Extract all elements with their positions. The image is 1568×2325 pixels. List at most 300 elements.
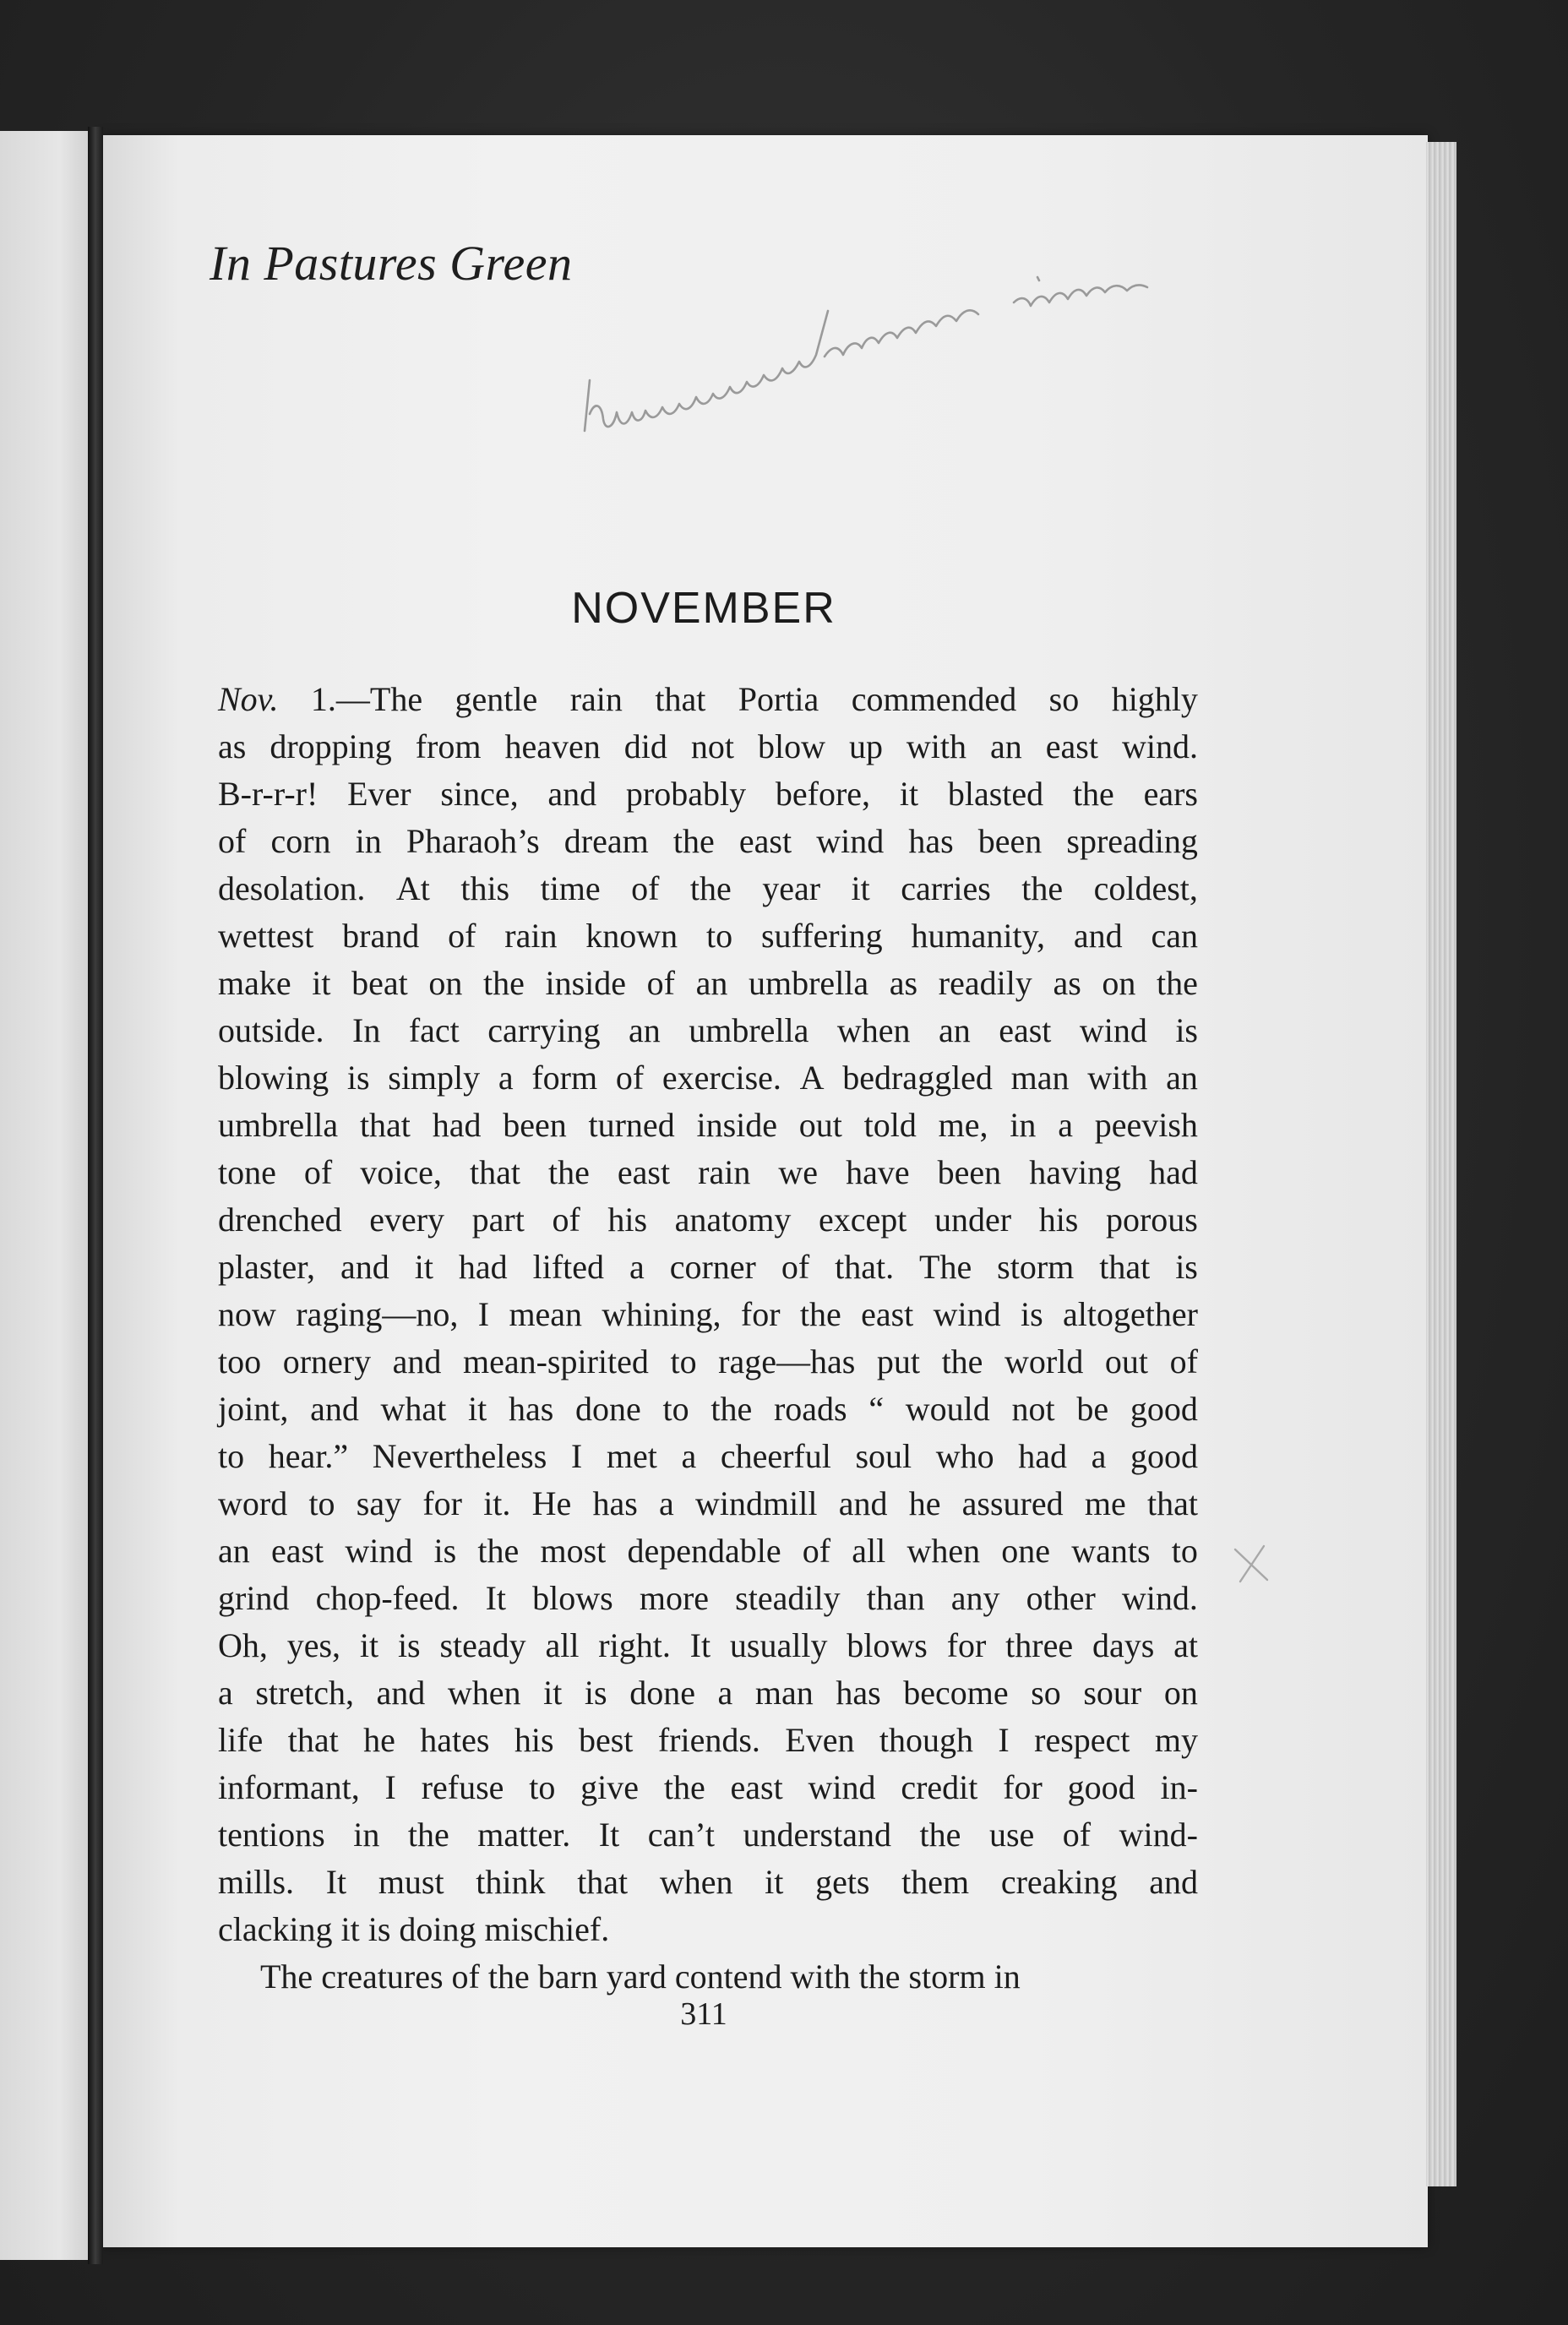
word: has	[908, 822, 954, 860]
word: I	[477, 1295, 490, 1333]
word: 1.—The	[310, 680, 423, 718]
word: man	[754, 1674, 814, 1712]
word: than	[866, 1579, 925, 1617]
word: when	[906, 1532, 981, 1570]
word: the	[919, 1816, 961, 1854]
word: year	[762, 869, 821, 907]
word: and	[376, 1674, 426, 1712]
word: informant,	[218, 1768, 360, 1806]
word: and	[838, 1484, 888, 1522]
word: inside	[545, 964, 627, 1002]
word: Ever	[347, 775, 411, 813]
word: that.	[835, 1248, 895, 1286]
word: B-r-r-r!	[218, 775, 318, 813]
line-text	[218, 1669, 1198, 1717]
word: dependable	[627, 1532, 781, 1570]
margin-x-mark	[1230, 1543, 1272, 1585]
word: who	[935, 1437, 994, 1475]
text-line	[218, 1527, 1198, 1575]
book-gutter	[88, 127, 103, 2264]
line-text	[218, 1764, 1198, 1811]
running-head: In Pastures Green	[210, 236, 573, 291]
word: with	[1087, 1059, 1148, 1097]
word: me	[1084, 1484, 1126, 1522]
word: make	[218, 964, 291, 1002]
word: out	[1104, 1342, 1149, 1380]
word: blow	[757, 727, 825, 765]
word: man	[1010, 1059, 1070, 1097]
word: in-	[1160, 1768, 1198, 1806]
word: whining,	[602, 1295, 721, 1333]
line-text	[218, 1007, 1198, 1054]
word: word	[218, 1484, 288, 1522]
word: more	[639, 1579, 710, 1617]
word: it	[468, 1390, 487, 1428]
word: wettest	[218, 917, 314, 955]
word: umbrella	[689, 1011, 809, 1049]
word: and	[392, 1342, 442, 1380]
word: the	[477, 1532, 520, 1570]
word: It	[485, 1579, 507, 1617]
word: a	[629, 1248, 645, 1286]
word: east	[1045, 727, 1098, 765]
word: beat	[351, 964, 408, 1002]
word: matter.	[477, 1816, 571, 1854]
text-line	[218, 1244, 1198, 1291]
word: in	[1010, 1106, 1037, 1144]
word: that	[359, 1106, 411, 1144]
word: that	[287, 1721, 339, 1759]
line-text	[218, 1433, 1198, 1480]
word: with	[906, 727, 967, 765]
word: the	[482, 964, 525, 1002]
word: heaven	[504, 727, 601, 765]
line-text	[218, 1811, 1198, 1859]
word: a	[659, 1484, 674, 1522]
word: lifted	[532, 1248, 605, 1286]
word: gets	[815, 1863, 870, 1901]
page-block-edge	[1426, 142, 1456, 2186]
text-line	[218, 1007, 1198, 1054]
word: is	[584, 1674, 607, 1712]
line-text	[218, 1622, 1198, 1669]
word: of	[802, 1532, 831, 1570]
word: the	[407, 1816, 449, 1854]
text-line	[218, 1291, 1198, 1338]
line-text	[218, 1102, 1198, 1149]
word: of	[1062, 1816, 1092, 1854]
word: had	[432, 1106, 482, 1144]
word: plaster,	[218, 1248, 316, 1286]
word: the	[672, 822, 715, 860]
word: on	[1102, 964, 1136, 1002]
word: that	[1099, 1248, 1151, 1286]
word: umbrella	[218, 1106, 339, 1144]
word: corner	[669, 1248, 756, 1286]
text-line	[218, 1906, 1198, 1953]
chapter-title: NOVEMBER	[571, 584, 836, 633]
word: the	[689, 869, 732, 907]
line-text	[218, 1859, 1198, 1906]
word: is	[346, 1059, 370, 1097]
word: his	[607, 1201, 648, 1239]
word: friends.	[657, 1721, 760, 1759]
word: every	[369, 1201, 445, 1239]
word: The	[919, 1248, 972, 1286]
word: windmill	[695, 1484, 818, 1522]
word: inside	[696, 1106, 777, 1144]
word: hates	[420, 1721, 490, 1759]
word: the	[663, 1768, 705, 1806]
text-line	[218, 960, 1198, 1007]
word: in	[355, 822, 382, 860]
word: east	[999, 1011, 1052, 1049]
word: good	[1130, 1437, 1198, 1475]
word: so	[1048, 680, 1080, 718]
word: altogether	[1062, 1295, 1198, 1333]
word: a	[218, 1674, 233, 1712]
word: told	[863, 1106, 917, 1144]
word: what	[380, 1390, 447, 1428]
word: too	[218, 1342, 262, 1380]
word: to	[529, 1768, 556, 1806]
word: an	[990, 727, 1022, 765]
word: He	[531, 1484, 572, 1522]
word: Pharaoh’s	[406, 822, 540, 860]
word: is	[1020, 1295, 1043, 1333]
word: though	[879, 1721, 974, 1759]
word: ears	[1143, 775, 1198, 813]
text-line	[218, 1196, 1198, 1244]
word: assured	[961, 1484, 1064, 1522]
word: an	[695, 964, 728, 1002]
word: Nov.	[218, 680, 279, 718]
word: to	[670, 1342, 697, 1380]
word: of	[615, 1059, 645, 1097]
word: in	[353, 1816, 380, 1854]
word: simply	[388, 1059, 481, 1097]
word: chop-feed.	[315, 1579, 460, 1617]
word: outside.	[218, 1011, 324, 1049]
word: the	[1021, 869, 1064, 907]
word: for	[946, 1626, 987, 1664]
word: been	[503, 1106, 567, 1144]
word: had	[1018, 1437, 1068, 1475]
word: is	[433, 1532, 457, 1570]
word: when	[447, 1674, 521, 1712]
word: voice,	[360, 1153, 442, 1191]
word: blasted	[947, 775, 1044, 813]
word: it	[312, 964, 331, 1002]
handwritten-annotation	[574, 262, 1157, 456]
line-text	[218, 960, 1198, 1007]
word: had	[458, 1248, 508, 1286]
word: wind	[808, 1768, 876, 1806]
word: part	[471, 1201, 525, 1239]
word: not	[1011, 1390, 1055, 1428]
word: best	[578, 1721, 634, 1759]
word: mean	[509, 1295, 583, 1333]
word: wind-	[1119, 1816, 1198, 1854]
text-line	[218, 1386, 1198, 1433]
word: the	[799, 1295, 841, 1333]
word: A	[799, 1059, 825, 1097]
word: gentle	[455, 680, 538, 718]
word: respect	[1034, 1721, 1130, 1759]
word: east	[730, 1768, 783, 1806]
line-text	[218, 676, 1198, 723]
word: mean-spirited	[462, 1342, 649, 1380]
word: carries	[901, 869, 991, 907]
word: put	[876, 1342, 920, 1380]
word: a	[681, 1437, 697, 1475]
line-text	[218, 1054, 1198, 1102]
word: that	[1146, 1484, 1198, 1522]
word: the	[1072, 775, 1114, 813]
word: mills.	[218, 1863, 295, 1901]
word: a	[717, 1674, 733, 1712]
line-text	[218, 1196, 1198, 1244]
word: of	[552, 1201, 580, 1239]
text-line	[218, 723, 1198, 770]
word: turned	[588, 1106, 675, 1144]
word: Portia	[738, 680, 819, 718]
word: blowing	[218, 1059, 329, 1097]
word: time	[540, 869, 601, 907]
word: become	[903, 1674, 1009, 1712]
word: and	[340, 1248, 389, 1286]
line-text	[218, 1244, 1198, 1291]
word: humanity,	[911, 917, 1045, 955]
word: commended	[851, 680, 1017, 718]
word: desolation.	[218, 869, 366, 907]
word: it	[359, 1626, 379, 1664]
word: storm	[997, 1248, 1075, 1286]
word: wants	[1071, 1532, 1151, 1570]
word: understand	[743, 1816, 891, 1854]
word: has	[508, 1390, 554, 1428]
word: done	[629, 1674, 695, 1712]
word: it	[414, 1248, 433, 1286]
text-line	[218, 1338, 1198, 1386]
text-line	[218, 818, 1198, 865]
word: my	[1154, 1721, 1198, 1759]
word: and	[1149, 1863, 1198, 1901]
word: wind	[1079, 1011, 1147, 1049]
word: at	[1173, 1626, 1198, 1664]
word: an	[1166, 1059, 1198, 1097]
word: of	[631, 869, 660, 907]
word: them	[901, 1863, 970, 1901]
word: brand	[342, 917, 420, 955]
word: must	[378, 1863, 444, 1901]
word: this	[460, 869, 510, 907]
word: been	[937, 1153, 1002, 1191]
word: to	[1171, 1532, 1198, 1570]
word: spreading	[1066, 822, 1198, 860]
word: his	[1038, 1201, 1079, 1239]
word: credit	[901, 1768, 978, 1806]
word: all	[852, 1532, 886, 1570]
word: a	[1058, 1106, 1073, 1144]
word: as	[218, 727, 247, 765]
word: fact	[408, 1011, 460, 1049]
page-number: 311	[680, 1996, 727, 2032]
word: a	[1091, 1437, 1107, 1475]
word: readily	[938, 964, 1032, 1002]
line-text	[218, 865, 1198, 912]
word: be	[1076, 1390, 1109, 1428]
word: did	[623, 727, 667, 765]
word: exercise.	[662, 1059, 781, 1097]
word: wind	[933, 1295, 1001, 1333]
word: At	[395, 869, 430, 907]
word: anatomy	[674, 1201, 792, 1239]
word: is	[1175, 1011, 1198, 1049]
word: have	[846, 1153, 910, 1191]
line-text	[218, 1527, 1198, 1575]
text-line	[218, 1764, 1198, 1811]
word: porous	[1105, 1201, 1198, 1239]
word: of	[646, 964, 675, 1002]
text-line	[218, 770, 1198, 818]
word: grind	[218, 1579, 290, 1617]
word: roads	[773, 1390, 847, 1428]
word: an	[218, 1532, 250, 1570]
word: east	[738, 822, 792, 860]
word: me,	[938, 1106, 988, 1144]
word: on	[1163, 1674, 1198, 1712]
word: east	[617, 1153, 671, 1191]
word: known	[585, 917, 678, 955]
word: one	[1001, 1532, 1051, 1570]
word: as	[889, 964, 918, 1002]
word: all	[545, 1626, 580, 1664]
word: give	[580, 1768, 640, 1806]
word: life	[218, 1721, 264, 1759]
word: has	[592, 1484, 638, 1522]
word: he	[363, 1721, 395, 1759]
word: stretch,	[255, 1674, 354, 1712]
word: of	[303, 1153, 333, 1191]
text-line	[218, 676, 1198, 723]
text-line	[218, 1622, 1198, 1669]
word: steadily	[735, 1579, 841, 1617]
word: form	[531, 1059, 598, 1097]
word: sour	[1083, 1674, 1142, 1712]
word: when	[659, 1863, 733, 1901]
word: it	[899, 775, 919, 813]
word: bedraggled	[842, 1059, 993, 1097]
word: good	[1067, 1768, 1135, 1806]
word: up	[848, 727, 883, 765]
word: the	[548, 1153, 590, 1191]
word: met	[606, 1437, 657, 1475]
word: not	[690, 727, 734, 765]
word: good	[1130, 1390, 1198, 1428]
word: raging—no,	[296, 1295, 459, 1333]
word: his	[514, 1721, 554, 1759]
word: is	[1175, 1248, 1198, 1286]
word: as	[1053, 964, 1081, 1002]
word: that	[577, 1863, 629, 1901]
line-text	[218, 912, 1198, 960]
word: an	[628, 1011, 661, 1049]
word: would	[905, 1390, 990, 1428]
word: usually	[729, 1626, 828, 1664]
word: and	[310, 1390, 359, 1428]
word: it	[543, 1674, 563, 1712]
word: think	[476, 1863, 546, 1901]
word: when	[836, 1011, 911, 1049]
word: wind	[345, 1532, 413, 1570]
word: I	[998, 1721, 1010, 1759]
word: yes,	[286, 1626, 341, 1664]
word: rain	[698, 1153, 751, 1191]
line-text	[218, 1291, 1198, 1338]
word: an	[938, 1011, 971, 1049]
text-line	[218, 865, 1198, 912]
text-line	[218, 1717, 1198, 1764]
word: other	[1026, 1579, 1096, 1617]
word: peevish	[1094, 1106, 1198, 1144]
word: Oh,	[218, 1626, 268, 1664]
line-text	[218, 1575, 1198, 1622]
word: tentions	[218, 1816, 325, 1854]
word: since,	[440, 775, 519, 813]
word: blows	[847, 1626, 928, 1664]
line-text	[218, 1338, 1198, 1386]
word: dream	[564, 822, 649, 860]
text-line	[218, 1669, 1198, 1717]
word: use	[988, 1816, 1035, 1854]
word: it	[765, 1863, 784, 1901]
word: to	[218, 1437, 245, 1475]
word: Even	[785, 1721, 855, 1759]
word: except	[819, 1201, 907, 1239]
word: drenched	[218, 1201, 342, 1239]
word: the	[941, 1342, 983, 1380]
word: before,	[775, 775, 871, 813]
text-line	[218, 912, 1198, 960]
word: under	[934, 1201, 1012, 1239]
word: I	[384, 1768, 396, 1806]
text-line	[218, 1054, 1198, 1102]
text-line	[218, 1149, 1198, 1196]
word: ornery	[282, 1342, 372, 1380]
line-text: The creatures of the barn yard contend with the storm in	[260, 1957, 1021, 1996]
line-text	[218, 818, 1198, 865]
word: for	[740, 1295, 781, 1333]
line-text	[218, 1717, 1198, 1764]
text-line	[218, 1480, 1198, 1527]
word: it	[851, 869, 870, 907]
word: refuse	[421, 1768, 504, 1806]
word: to	[706, 917, 733, 955]
word: is	[397, 1626, 421, 1664]
word: soul	[855, 1437, 912, 1475]
word: on	[428, 964, 463, 1002]
word: tone	[218, 1153, 276, 1191]
line-text: clacking it is doing mischief.	[218, 1910, 610, 1948]
line-text	[218, 1480, 1198, 1527]
word: for	[422, 1484, 462, 1522]
word: for	[1003, 1768, 1043, 1806]
word: and	[547, 775, 597, 813]
word: It	[689, 1626, 711, 1664]
word: wind.	[1121, 1579, 1198, 1617]
word: say	[356, 1484, 402, 1522]
